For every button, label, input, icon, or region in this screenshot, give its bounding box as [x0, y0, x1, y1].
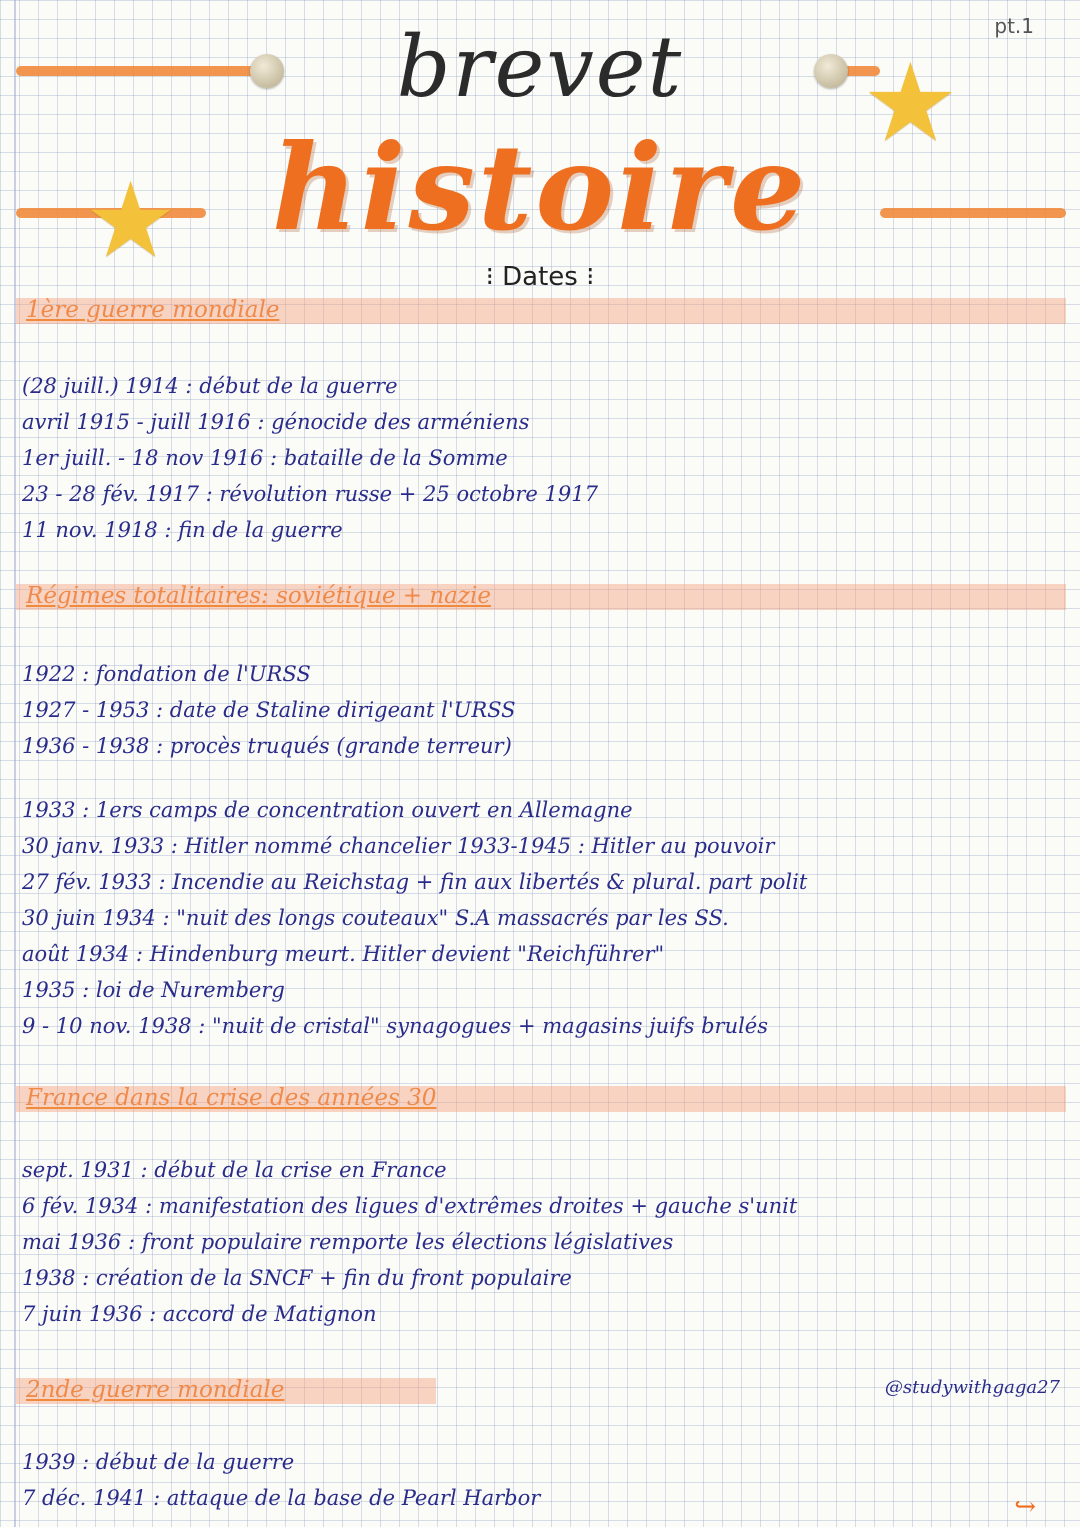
list-item: avril 1915 - juill 1916 : génocide des arméniens	[22, 410, 530, 434]
list-item: 9 - 10 nov. 1938 : "nuit de cristal" synagogues + magasins juifs brulés	[22, 1014, 769, 1038]
list-item: août 1934 : Hindenburg meurt. Hitler devient "Reichführer"	[22, 942, 665, 966]
list-item: 1935 : loi de Nuremberg	[22, 978, 285, 1002]
section-france-crisis-list	[22, 1152, 1070, 1332]
list-item: 6 fév. 1934 : manifestation des ligues d'extrêmes droites + gauche s'unit	[22, 1194, 798, 1218]
section-totalitarian-list	[22, 656, 1070, 1044]
list-item: 30 janv. 1933 : Hitler nommé chancelier 1933-1945 : Hitler au pouvoir	[22, 834, 775, 858]
list-item: 7 déc. 1941 : attaque de la base de Pearl Harbor	[22, 1486, 541, 1510]
list-spacer	[22, 764, 1070, 792]
list-item: 1939 : début de la guerre	[22, 1450, 295, 1474]
page-number: pt.1	[994, 14, 1034, 38]
list-item: 1er juill. - 18 nov 1916 : bataille de la Somme	[22, 446, 508, 470]
list-item: sept. 1931 : début de la crise en France	[22, 1158, 447, 1182]
dots-decor: ⁝	[577, 262, 595, 292]
dots-decor: ⁝	[485, 262, 503, 292]
list-item: 23 - 28 fév. 1917 : révolution russe + 25 octobre 1917	[22, 482, 598, 506]
list-item: (28 juill.) 1914 : début de la guerre	[22, 374, 398, 398]
title-histoire: histoire	[271, 118, 809, 257]
star-icon: ★	[84, 159, 178, 281]
list-item: 1938 : création de la SNCF + fin du front populaire	[22, 1266, 572, 1290]
list-item: mai 1936 : front populaire remporte les élections législatives	[22, 1230, 674, 1254]
section-ww1-list	[22, 368, 1070, 548]
list-item: 1936 - 1938 : procès truqués (grande terreur)	[22, 734, 512, 758]
section-title-totalitarian: Régimes totalitaires: soviétique + nazie	[26, 583, 491, 609]
curved-arrow-icon: ↪	[1014, 1492, 1036, 1522]
author-handle: @studywithgaga27	[884, 1377, 1060, 1398]
list-item: 27 fév. 1933 : Incendie au Reichstag + fin aux libertés & plural. part polit	[22, 870, 808, 894]
title-brevet: brevet	[396, 18, 684, 116]
list-item: 1927 - 1953 : date de Staline dirigeant l'URSS	[22, 698, 516, 722]
list-item: 7 juin 1936 : accord de Matignon	[22, 1302, 377, 1326]
star-icon: ★	[862, 41, 959, 166]
list-item: 1922 : fondation de l'URSS	[22, 662, 311, 686]
list-item: 11 nov. 1918 : fin de la guerre	[22, 518, 343, 542]
list-item: 30 juin 1934 : "nuit des longs couteaux" S.A massacrés par les SS.	[22, 906, 729, 930]
dates-subtitle	[0, 262, 1080, 292]
section-ww2-list	[22, 1444, 1070, 1516]
section-title-ww1: 1ère guerre mondiale	[26, 297, 280, 323]
dates-label: Dates	[502, 262, 578, 292]
section-title-france-crisis: France dans la crise des années 30	[26, 1085, 437, 1111]
section-title-ww2: 2nde guerre mondiale	[26, 1377, 285, 1403]
list-item: 1933 : 1ers camps de concentration ouvert en Allemagne	[22, 798, 633, 822]
